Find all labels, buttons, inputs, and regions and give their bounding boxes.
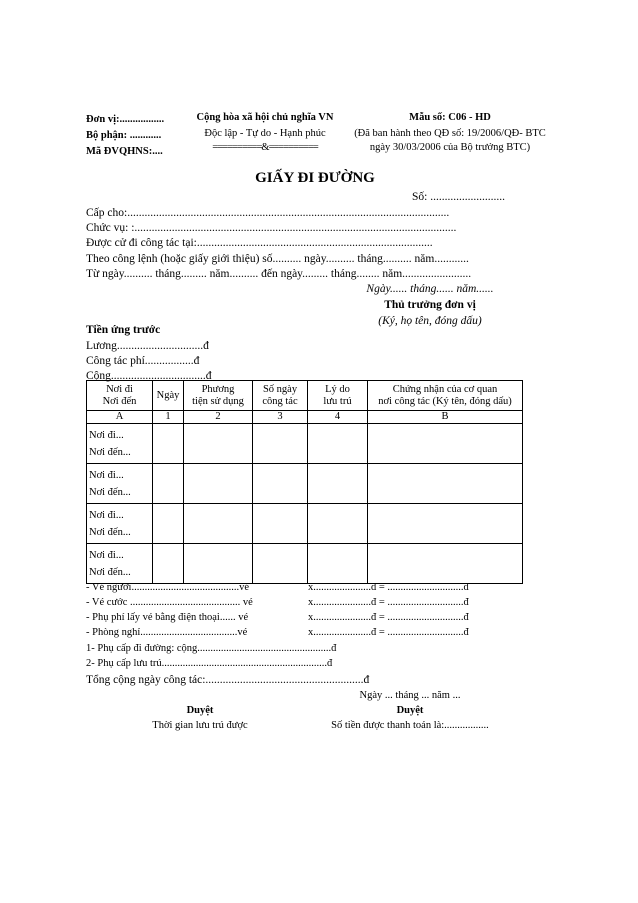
unit-label: Đơn vị:................. [86,114,165,125]
reason-cell [308,464,368,504]
allowance-travel: 1- Phụ cấp đi đường: cộng...................................................đ [86,643,337,654]
field-order: Theo công lệnh (hoặc giấy giới thiệu) số.......... ngày.......... tháng.......... năm............ [86,253,469,265]
document-title: GIẤY ĐI ĐƯỜNG [255,170,375,186]
motto: Độc lập - Tự do - Hạnh phúc [204,128,326,139]
reason-cell [308,504,368,544]
form-number: Mẫu số: C06 - HD [409,112,491,123]
code-cell: A [87,411,153,424]
expense-freight-ticket: - Vé cước .......................................... vé [86,597,253,608]
total-line: Tổng cộng ngày công tác:.......................................................đ [86,674,370,686]
expense-passenger-amount: x......................đ = .............................đ [308,582,469,593]
header-day: Ngày [153,381,184,411]
header-certification: Chứng nhận của cơ quan nơi công tác (Ký tên, đóng dấu) [368,381,523,411]
route-cell: Nơi đi... Nơi đến... [87,544,153,584]
reason-cell [308,544,368,584]
table-header-row [87,381,523,411]
header-transport: Phương tiện sử dụng [184,381,253,411]
expense-room-amount: x......................đ = .............................đ [308,627,469,638]
table-row [87,504,523,544]
expense-freight-amount: x......................đ = .............................đ [308,597,469,608]
advance-allowance: Công tác phí.................đ [86,355,200,367]
footer-right-text: Số tiền được thanh toán là:................. [331,720,489,731]
footer-date: Ngày ... tháng ... năm ... [359,690,461,701]
sign-note: (Ký, họ tên, đóng dấu) [378,315,482,327]
advance-title: Tiền ứng trước [86,324,161,336]
route-cell: Nơi đi... Nơi đến... [87,504,153,544]
advance-total: Cộng.................................đ [86,370,212,382]
field-issued-to: Cấp cho:................................................................................................................ [86,207,450,219]
sign-date: Ngày...... tháng...... năm...... [366,283,494,295]
header-days: Số ngày công tác [253,381,308,411]
sign-role: Thủ trưởng đơn vị [384,299,476,311]
day-cell [153,464,184,504]
allowance-stay: 2- Phụ cấp lưu trú...............................................................đ [86,658,333,669]
days-cell [253,504,308,544]
regulation-note: (Đã ban hành theo QĐ số: 19/2006/QĐ- BTC [354,128,546,139]
footer-left-text: Thời gian lưu trú được [152,720,248,731]
day-cell [153,424,184,464]
certification-cell [368,544,523,584]
transport-cell [184,424,253,464]
advance-salary: Lương..............................đ [86,340,209,352]
trip-table [86,380,523,584]
days-cell [253,544,308,584]
expense-passenger-ticket: - Vé người.........................................vé [86,582,249,593]
code-cell: 3 [253,411,308,424]
field-position: Chức vụ: :................................................................................................................ [86,222,457,234]
document-number: Số: .......................... [412,191,505,203]
header-reason: Lý do lưu trú [308,381,368,411]
field-period: Từ ngày.......... tháng......... năm.......... đến ngày......... tháng........ năm........................ [86,268,472,280]
day-cell [153,544,184,584]
field-destination: Được cử đi công tác tại:.................................................................................. [86,237,433,249]
department-label: Bộ phận: ............ [86,130,162,141]
day-cell [153,504,184,544]
code-cell: 1 [153,411,184,424]
republic-title: Cộng hòa xã hội chủ nghĩa VN [196,112,334,123]
days-cell [253,464,308,504]
expense-phone-fee: - Phụ phí lấy vé bằng điện thoại...... vé [86,612,249,623]
certification-cell [368,504,523,544]
table-row [87,544,523,584]
expense-room: - Phòng nghỉ.....................................vé [86,627,248,638]
days-cell [253,424,308,464]
transport-cell [184,544,253,584]
table-row [87,424,523,464]
header-from-to: Nơi đi Nơi đến [87,381,153,411]
table-row [87,464,523,504]
code-cell: 4 [308,411,368,424]
code-cell: 2 [184,411,253,424]
regulation-date: ngày 30/03/2006 của Bộ trưởng BTC) [369,142,531,153]
footer-right-title: Duyệt [396,705,424,716]
budget-code-label: Mã ĐVQHNS:.... [86,146,163,157]
table-code-row [87,411,523,424]
route-cell: Nơi đi... Nơi đến... [87,464,153,504]
expense-phone-amount: x......................đ = .............................đ [308,612,469,623]
divider-ornament: ==========&========== [212,142,318,153]
code-cell: B [368,411,523,424]
transport-cell [184,464,253,504]
certification-cell [368,464,523,504]
route-cell: Nơi đi... Nơi đến... [87,424,153,464]
certification-cell [368,424,523,464]
reason-cell [308,424,368,464]
footer-left-title: Duyệt [186,705,214,716]
transport-cell [184,504,253,544]
